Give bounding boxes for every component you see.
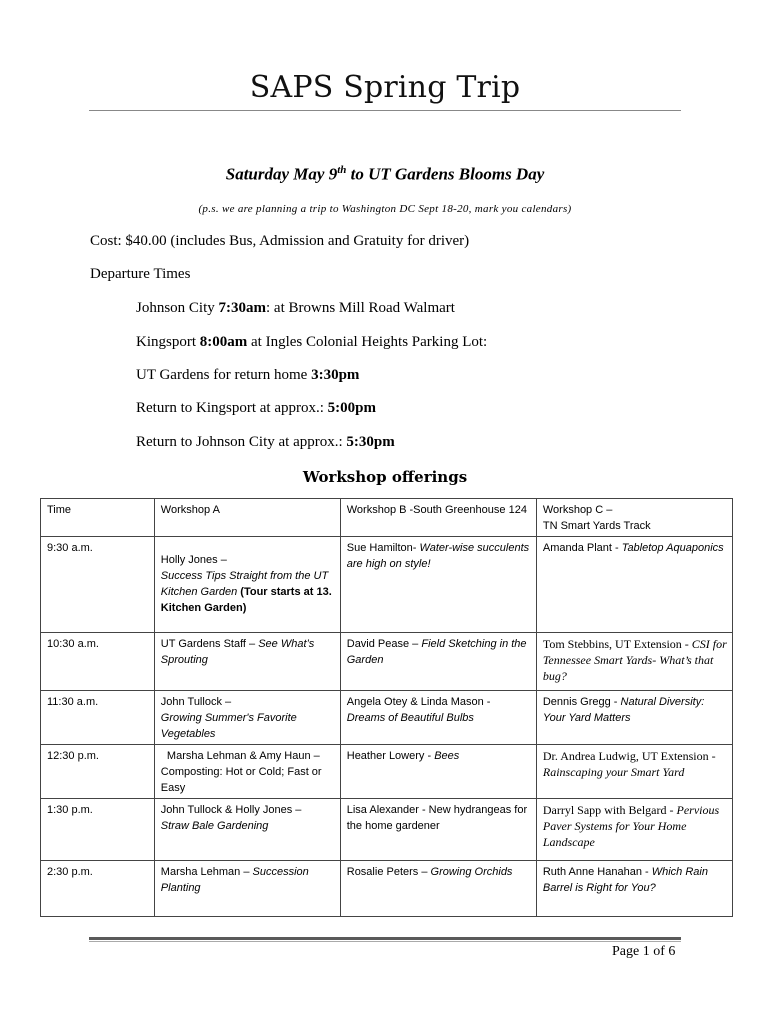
cell-title: Succession Planting bbox=[160, 866, 309, 894]
jc-place: Johnson City bbox=[136, 300, 219, 316]
workshop-a-cell bbox=[154, 799, 340, 861]
cell-presenter: John Tullock – bbox=[160, 696, 232, 708]
time-cell: 9:30 a.m. bbox=[41, 537, 155, 633]
cell-title: See What’s Sprouting bbox=[160, 638, 315, 666]
cell-title: Bees bbox=[434, 750, 460, 762]
ut-time: 3:30pm bbox=[311, 367, 360, 383]
page-title: SAPS Spring Trip bbox=[249, 70, 521, 105]
time-cell: 12:30 p.m. bbox=[41, 745, 155, 799]
workshop-c-cell bbox=[536, 799, 732, 861]
cell-presenter: Tom Stebbins, UT Extension - bbox=[542, 637, 692, 651]
workshop-a-cell bbox=[154, 861, 340, 917]
footer-divider-thin bbox=[89, 941, 681, 942]
workshop-c-cell bbox=[536, 861, 732, 917]
ut-text: UT Gardens for return home bbox=[136, 367, 312, 383]
workshop-table bbox=[40, 498, 733, 917]
workshop-a-cell bbox=[154, 745, 340, 799]
cell-title: Dreams of Beautiful Bulbs bbox=[346, 712, 474, 724]
table-row bbox=[41, 799, 733, 861]
header-workshop-c bbox=[536, 499, 732, 537]
table-row bbox=[41, 691, 733, 745]
rk-time: 5:00pm bbox=[327, 400, 376, 416]
table-row bbox=[41, 633, 733, 691]
header-time: Time bbox=[41, 499, 155, 537]
cell-title: Field Sketching in the Garden bbox=[346, 638, 527, 666]
time-cell: 2:30 p.m. bbox=[41, 861, 155, 917]
cell-presenter: Darryl Sapp with Belgard - bbox=[542, 803, 677, 817]
title-divider bbox=[89, 110, 681, 111]
cell-title: Which Rain Barrel is Right for You? bbox=[542, 866, 708, 894]
table-row bbox=[41, 537, 733, 633]
cell-title: Natural Diversity: Your Yard Matters bbox=[542, 696, 705, 724]
cell-presenter: Dennis Gregg - bbox=[542, 696, 621, 708]
workshop-b-cell bbox=[340, 745, 536, 799]
header-c-line1: Workshop C – bbox=[542, 504, 613, 516]
workshop-b-cell bbox=[340, 691, 536, 745]
kp-place: Kingsport bbox=[136, 334, 200, 350]
table-row bbox=[41, 745, 733, 799]
cell-title: Pervious Paver Systems for Your Home Landscape bbox=[542, 803, 720, 849]
cell-presenter: Ruth Anne Hanahan - bbox=[542, 866, 652, 878]
departure-kingsport bbox=[136, 334, 487, 351]
cell-presenter: Dr. Andrea Ludwig, UT Extension - bbox=[542, 749, 716, 763]
time-cell: 1:30 p.m. bbox=[41, 799, 155, 861]
departure-heading: Departure Times bbox=[90, 266, 191, 282]
workshop-c-cell bbox=[536, 633, 732, 691]
jc-time: 7:30am bbox=[218, 300, 267, 316]
subtitle-sup: th bbox=[337, 164, 347, 176]
footer-divider bbox=[89, 937, 681, 940]
workshop-b-cell bbox=[340, 537, 536, 633]
cell-title: Growing Orchids bbox=[430, 866, 513, 878]
subtitle-after: to UT Gardens Blooms Day bbox=[346, 164, 545, 184]
cell-presenter: Amanda Plant - bbox=[542, 542, 622, 554]
subtitle-before: Saturday May 9 bbox=[225, 164, 338, 184]
cell-presenter: Rosalie Peters – bbox=[346, 866, 431, 878]
cell-presenter: Lisa Alexander - New hydrangeas for the home gardener bbox=[346, 804, 528, 832]
cell-title: Straw Bale Gardening bbox=[160, 820, 269, 832]
cell-presenter: UT Gardens Staff – bbox=[160, 638, 259, 650]
cell-presenter: Angela Otey & Linda Mason - bbox=[346, 696, 491, 708]
cell-presenter: Marsha Lehman – bbox=[160, 866, 253, 878]
cost-line: Cost: $40.00 (includes Bus, Admission and Gratuity for driver) bbox=[90, 233, 470, 249]
cell-note: (Tour starts at 13. Kitchen Garden) bbox=[160, 586, 332, 614]
cell-title: CSI for Tennessee Smart Yards- What’s that bug? bbox=[542, 637, 727, 683]
return-kingsport bbox=[136, 400, 376, 417]
cell-presenter: David Pease – bbox=[346, 638, 422, 650]
rj-time: 5:30pm bbox=[346, 434, 395, 450]
workshop-a-cell bbox=[154, 633, 340, 691]
header-c-line2: TN Smart Yards Track bbox=[542, 520, 651, 532]
table-row bbox=[41, 861, 733, 917]
event-subtitle bbox=[0, 164, 770, 185]
cell-presenter: John Tullock & Holly Jones – bbox=[160, 804, 302, 816]
kp-time: 8:00am bbox=[199, 334, 248, 350]
departure-ut-gardens bbox=[136, 367, 359, 384]
cell-title: Tabletop Aquaponics bbox=[621, 542, 724, 554]
header-workshop-b: Workshop B -South Greenhouse 124 bbox=[340, 499, 536, 537]
return-johnson-city bbox=[136, 434, 395, 451]
cell-title: Growing Summer's Favorite Vegetables bbox=[160, 712, 297, 740]
workshop-c-cell bbox=[536, 537, 732, 633]
rj-text: Return to Johnson City at approx.: bbox=[136, 434, 347, 450]
departure-johnson-city bbox=[136, 300, 455, 317]
workshop-a-cell bbox=[154, 537, 340, 633]
cell-presenter: Holly Jones – bbox=[160, 554, 227, 566]
workshop-a-cell bbox=[154, 691, 340, 745]
time-cell: 11:30 a.m. bbox=[41, 691, 155, 745]
workshop-c-cell bbox=[536, 691, 732, 745]
workshop-c-cell bbox=[536, 745, 732, 799]
page-number: Page 1 of 6 bbox=[612, 944, 676, 959]
workshop-b-cell bbox=[340, 861, 536, 917]
jc-rest: : at Browns Mill Road Walmart bbox=[266, 300, 455, 316]
workshop-heading: Workshop offerings bbox=[302, 468, 468, 486]
rk-text: Return to Kingsport at approx.: bbox=[136, 400, 328, 416]
time-cell: 10:30 a.m. bbox=[41, 633, 155, 691]
cell-presenter: Heather Lowery - bbox=[346, 750, 435, 762]
cell-presenter: Sue Hamilton- bbox=[346, 542, 420, 554]
workshop-b-cell bbox=[340, 799, 536, 861]
cell-presenter: Marsha Lehman & Amy Haun – Composting: Hot or Cold; Fast or Easy bbox=[160, 750, 325, 794]
cell-title: Rainscaping your Smart Yard bbox=[542, 765, 685, 779]
cell-title: Water-wise succulents are high on style! bbox=[346, 542, 530, 570]
trip-note: (p.s. we are planning a trip to Washington DC Sept 18-20, mark you calendars) bbox=[198, 203, 572, 215]
workshop-b-cell bbox=[340, 633, 536, 691]
table-row bbox=[41, 499, 733, 537]
header-workshop-a: Workshop A bbox=[154, 499, 340, 537]
cell-title: Success Tips Straight from the UT Kitchen Garden bbox=[160, 570, 329, 598]
kp-rest: at Ingles Colonial Heights Parking Lot: bbox=[247, 334, 488, 350]
